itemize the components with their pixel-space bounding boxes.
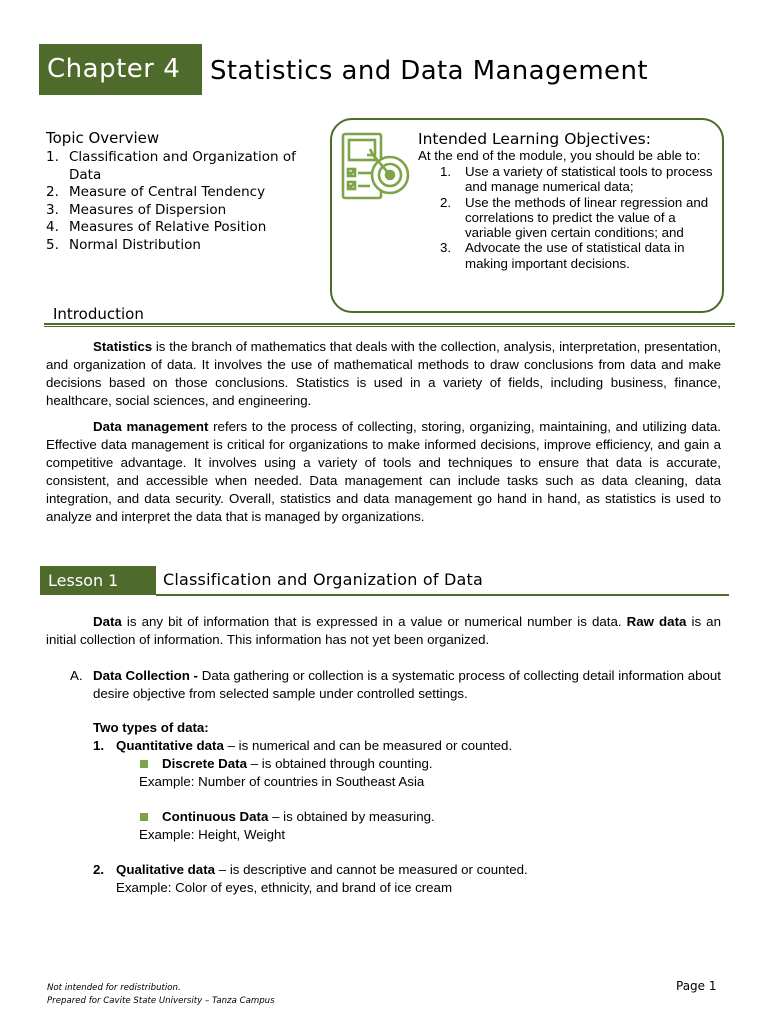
two-types-heading: [93, 719, 209, 737]
two-types-label: Two types of data:: [93, 720, 209, 735]
objective-item-number: 3.: [440, 240, 452, 256]
topic-list: [46, 149, 316, 254]
introduction-divider: [44, 323, 735, 325]
raw-data-definition: is an initial collection of information. This information has not yet been organized.: [46, 614, 721, 647]
continuous-data-line: [162, 808, 435, 826]
statistics-paragraph: [46, 338, 721, 410]
square-bullet-icon: [140, 813, 148, 821]
target-checklist-icon: [340, 131, 412, 201]
topic-overview: [46, 129, 316, 254]
discrete-example: Example: Number of countries in Southeast Asia: [139, 774, 425, 789]
type-1-num: 1.: [93, 738, 105, 753]
statistics-term: Statistics: [93, 339, 153, 354]
type-2-number: [93, 861, 104, 879]
discrete-term: Discrete Data: [162, 756, 247, 771]
data-collection-paragraph: [93, 667, 721, 703]
quantitative-definition: – is numerical and can be measured or counted.: [223, 738, 513, 753]
continuous-definition: – is obtained by measuring.: [268, 809, 435, 824]
topic-item-text: Normal Distribution: [69, 236, 201, 253]
data-management-paragraph: [46, 418, 721, 526]
objectives-title: Intended Learning Objectives:: [418, 130, 651, 148]
section-a-label: A.: [70, 668, 83, 683]
introduction-divider-thin: [44, 326, 735, 327]
topic-item-number: 1.: [46, 149, 59, 165]
data-definition: is any bit of information that is expressed in a value or numerical number is data.: [121, 614, 627, 629]
objective-item: [440, 195, 725, 241]
square-bullet-icon: [140, 760, 148, 768]
data-management-definition: refers to the process of collecting, storing, organizing, maintaining, and utilizing data. Effective data management is critical for organizations to make informed decisions, improve efficiency, and gain a competitive advantage. It involves using a variety of tools and techniques to ensure that data is accurate, consistent, and accessible when needed. Data management can include tasks such as data cleaning, data integration, and data security. Overall, statistics and data management go hand in hand, as statistics is used to analyze and interpret the data that is managed by organizations.: [46, 419, 721, 524]
objective-item-text: Advocate the use of statistical data in making important decisions.: [465, 240, 685, 271]
footer-notice: Not intended for redistribution.: [47, 983, 181, 993]
lesson-title: Classification and Organization of Data: [163, 570, 484, 589]
quantitative-term: Quantitative data: [116, 738, 224, 753]
statistics-definition: is the branch of mathematics that deals with the collection, analysis, interpretation, presentation, and organization of data. It involves the use of mathematical methods to draw conclusions from data and make decisions based on those conclusions. Statistics is used in a variety of fields, including business, finance, healthcare, social sciences, and engineering.: [46, 339, 721, 408]
objectives-intro: At the end of the module, you should be able to:: [418, 148, 701, 163]
data-definition-paragraph: [46, 613, 721, 649]
topic-item-text: Classification and Organization of Data: [69, 149, 296, 183]
continuous-example: Example: Height, Weight: [139, 827, 286, 842]
topic-item: [46, 202, 316, 220]
chapter-label: Chapter 4: [39, 44, 202, 95]
quantitative-data-line: [116, 737, 512, 755]
discrete-data-line: [162, 755, 433, 773]
chapter-title: Statistics and Data Management: [210, 56, 648, 86]
qualitative-example: Example: Color of eyes, ethnicity, and brand of ice cream: [116, 880, 453, 895]
qualitative-definition: – is descriptive and cannot be measured or counted.: [215, 862, 528, 877]
topic-item: [46, 184, 316, 202]
topic-overview-title: Topic Overview: [46, 129, 160, 147]
qualitative-data-line: [116, 861, 528, 879]
lesson-divider: [156, 594, 729, 596]
raw-data-term: Raw data: [626, 614, 687, 629]
objective-item: [440, 164, 725, 195]
objective-item-text: Use the methods of linear regression and correlations to predict the value of a variable given certain conditions; and: [465, 194, 709, 241]
lesson-label: Lesson 1: [40, 566, 156, 595]
topic-item-number: 3.: [46, 201, 59, 218]
data-term: Data: [93, 614, 122, 629]
introduction-heading: Introduction: [53, 305, 144, 323]
topic-item-number: 2.: [46, 184, 59, 200]
footer-prepared-for: Prepared for Cavite State University – Tanza Campus: [47, 996, 275, 1006]
topic-item-text: Measure of Central Tendency: [69, 184, 266, 200]
data-collection-definition: Data gathering or collection is a systematic process of collecting detail information about desire objective from selected sample under controlled settings.: [93, 668, 721, 701]
continuous-term: Continuous Data: [162, 809, 269, 824]
topic-item: [46, 149, 316, 184]
page-number: Page 1: [676, 979, 717, 993]
objectives-list: [440, 164, 725, 271]
type-2-num: 2.: [93, 862, 105, 877]
topic-item-number: 4.: [46, 219, 59, 235]
objective-item-number: 2.: [440, 194, 452, 210]
topic-item-text: Measures of Dispersion: [69, 201, 227, 218]
objective-item-text: Use a variety of statistical tools to process and manage numerical data;: [465, 164, 713, 195]
type-1-number: [93, 737, 104, 755]
objective-item-number: 1.: [440, 164, 452, 179]
data-management-term: Data management: [93, 419, 209, 434]
qualitative-term: Qualitative data: [116, 862, 216, 877]
data-collection-term: Data Collection -: [93, 668, 198, 683]
discrete-definition: – is obtained through counting.: [247, 756, 433, 771]
topic-item-text: Measures of Relative Position: [69, 219, 267, 235]
topic-item: [46, 237, 316, 255]
topic-item: [46, 219, 316, 237]
objective-item: [440, 240, 725, 271]
topic-item-number: 5.: [46, 236, 59, 253]
